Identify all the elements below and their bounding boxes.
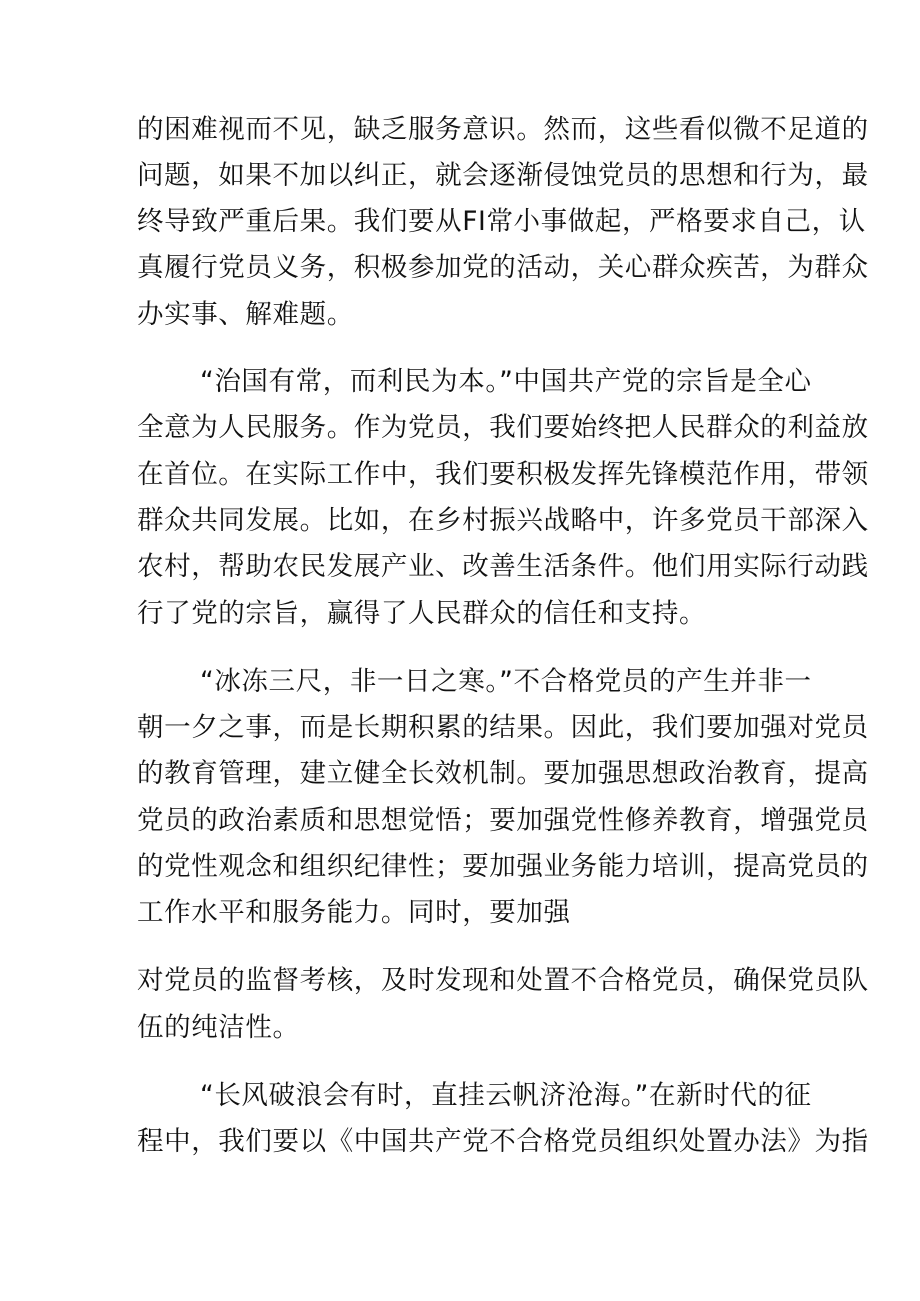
text-line: 真履行党员义务，积极参加党的活动，关心群众疾苦，为群众: [137, 252, 869, 283]
text-line: 问题，如果不加以纠正，就会逐渐侵蚀党员的思想和行为，最: [137, 160, 869, 191]
text-line: 农村，帮助农民发展产业、改善生活条件。他们用实际行动践: [137, 551, 869, 582]
text-line: 的困难视而不见，缺乏服务意识。然而，这些看似微不足道的: [137, 114, 869, 145]
paragraph-start-line: “治国有常，而利民为本。”中国共产党的宗旨是全心: [200, 366, 812, 397]
text-line: 对党员的监督考核，及时发现和处置不合格党员，确保党员队: [137, 965, 869, 996]
text-line: 终导致严重后果。我们要从FI常小事做起，严格要求自己，认: [137, 206, 866, 237]
text-line: 群众共同发展。比如，在乡村振兴战略中，许多党员干部深入: [137, 505, 869, 536]
text-line: 工作水平和服务能力。同时，要加强: [137, 897, 571, 928]
text-line: 在首位。在实际工作中，我们要积极发挥先锋模范作用，带领: [137, 459, 869, 490]
text-line: 全意为人民服务。作为党员，我们要始终把人民群众的利益放: [137, 412, 869, 443]
text-line: 程中，我们要以《中国共产党不合格党员组织处置办法》为指: [137, 1126, 869, 1157]
text-line: 行了党的宗旨，赢得了人民群众的信任和支持。: [137, 598, 707, 629]
text-line: 朝一夕之事，而是长期积累的结果。因此，我们要加强对党员: [137, 712, 869, 743]
text-line: 的党性观念和组织纪律性；要加强业务能力培训，提高党员的: [137, 851, 869, 882]
paragraph-start-line: “长风破浪会有时，直挂云帆济沧海。”在新时代的征: [200, 1080, 812, 1111]
text-line: 的教育管理，建立健全长效机制。要加强思想政治教育，提高: [137, 758, 869, 789]
text-line: 党员的政治素质和思想觉悟；要加强党性修养教育，增强党员: [137, 805, 869, 836]
paragraph-start-line: “冰冻三尺，非一日之寒。”不合格党员的产生并非一: [200, 666, 812, 697]
text-line: 办实事、解难题。: [137, 299, 354, 330]
text-line: 伍的纯洁性。: [137, 1012, 300, 1043]
